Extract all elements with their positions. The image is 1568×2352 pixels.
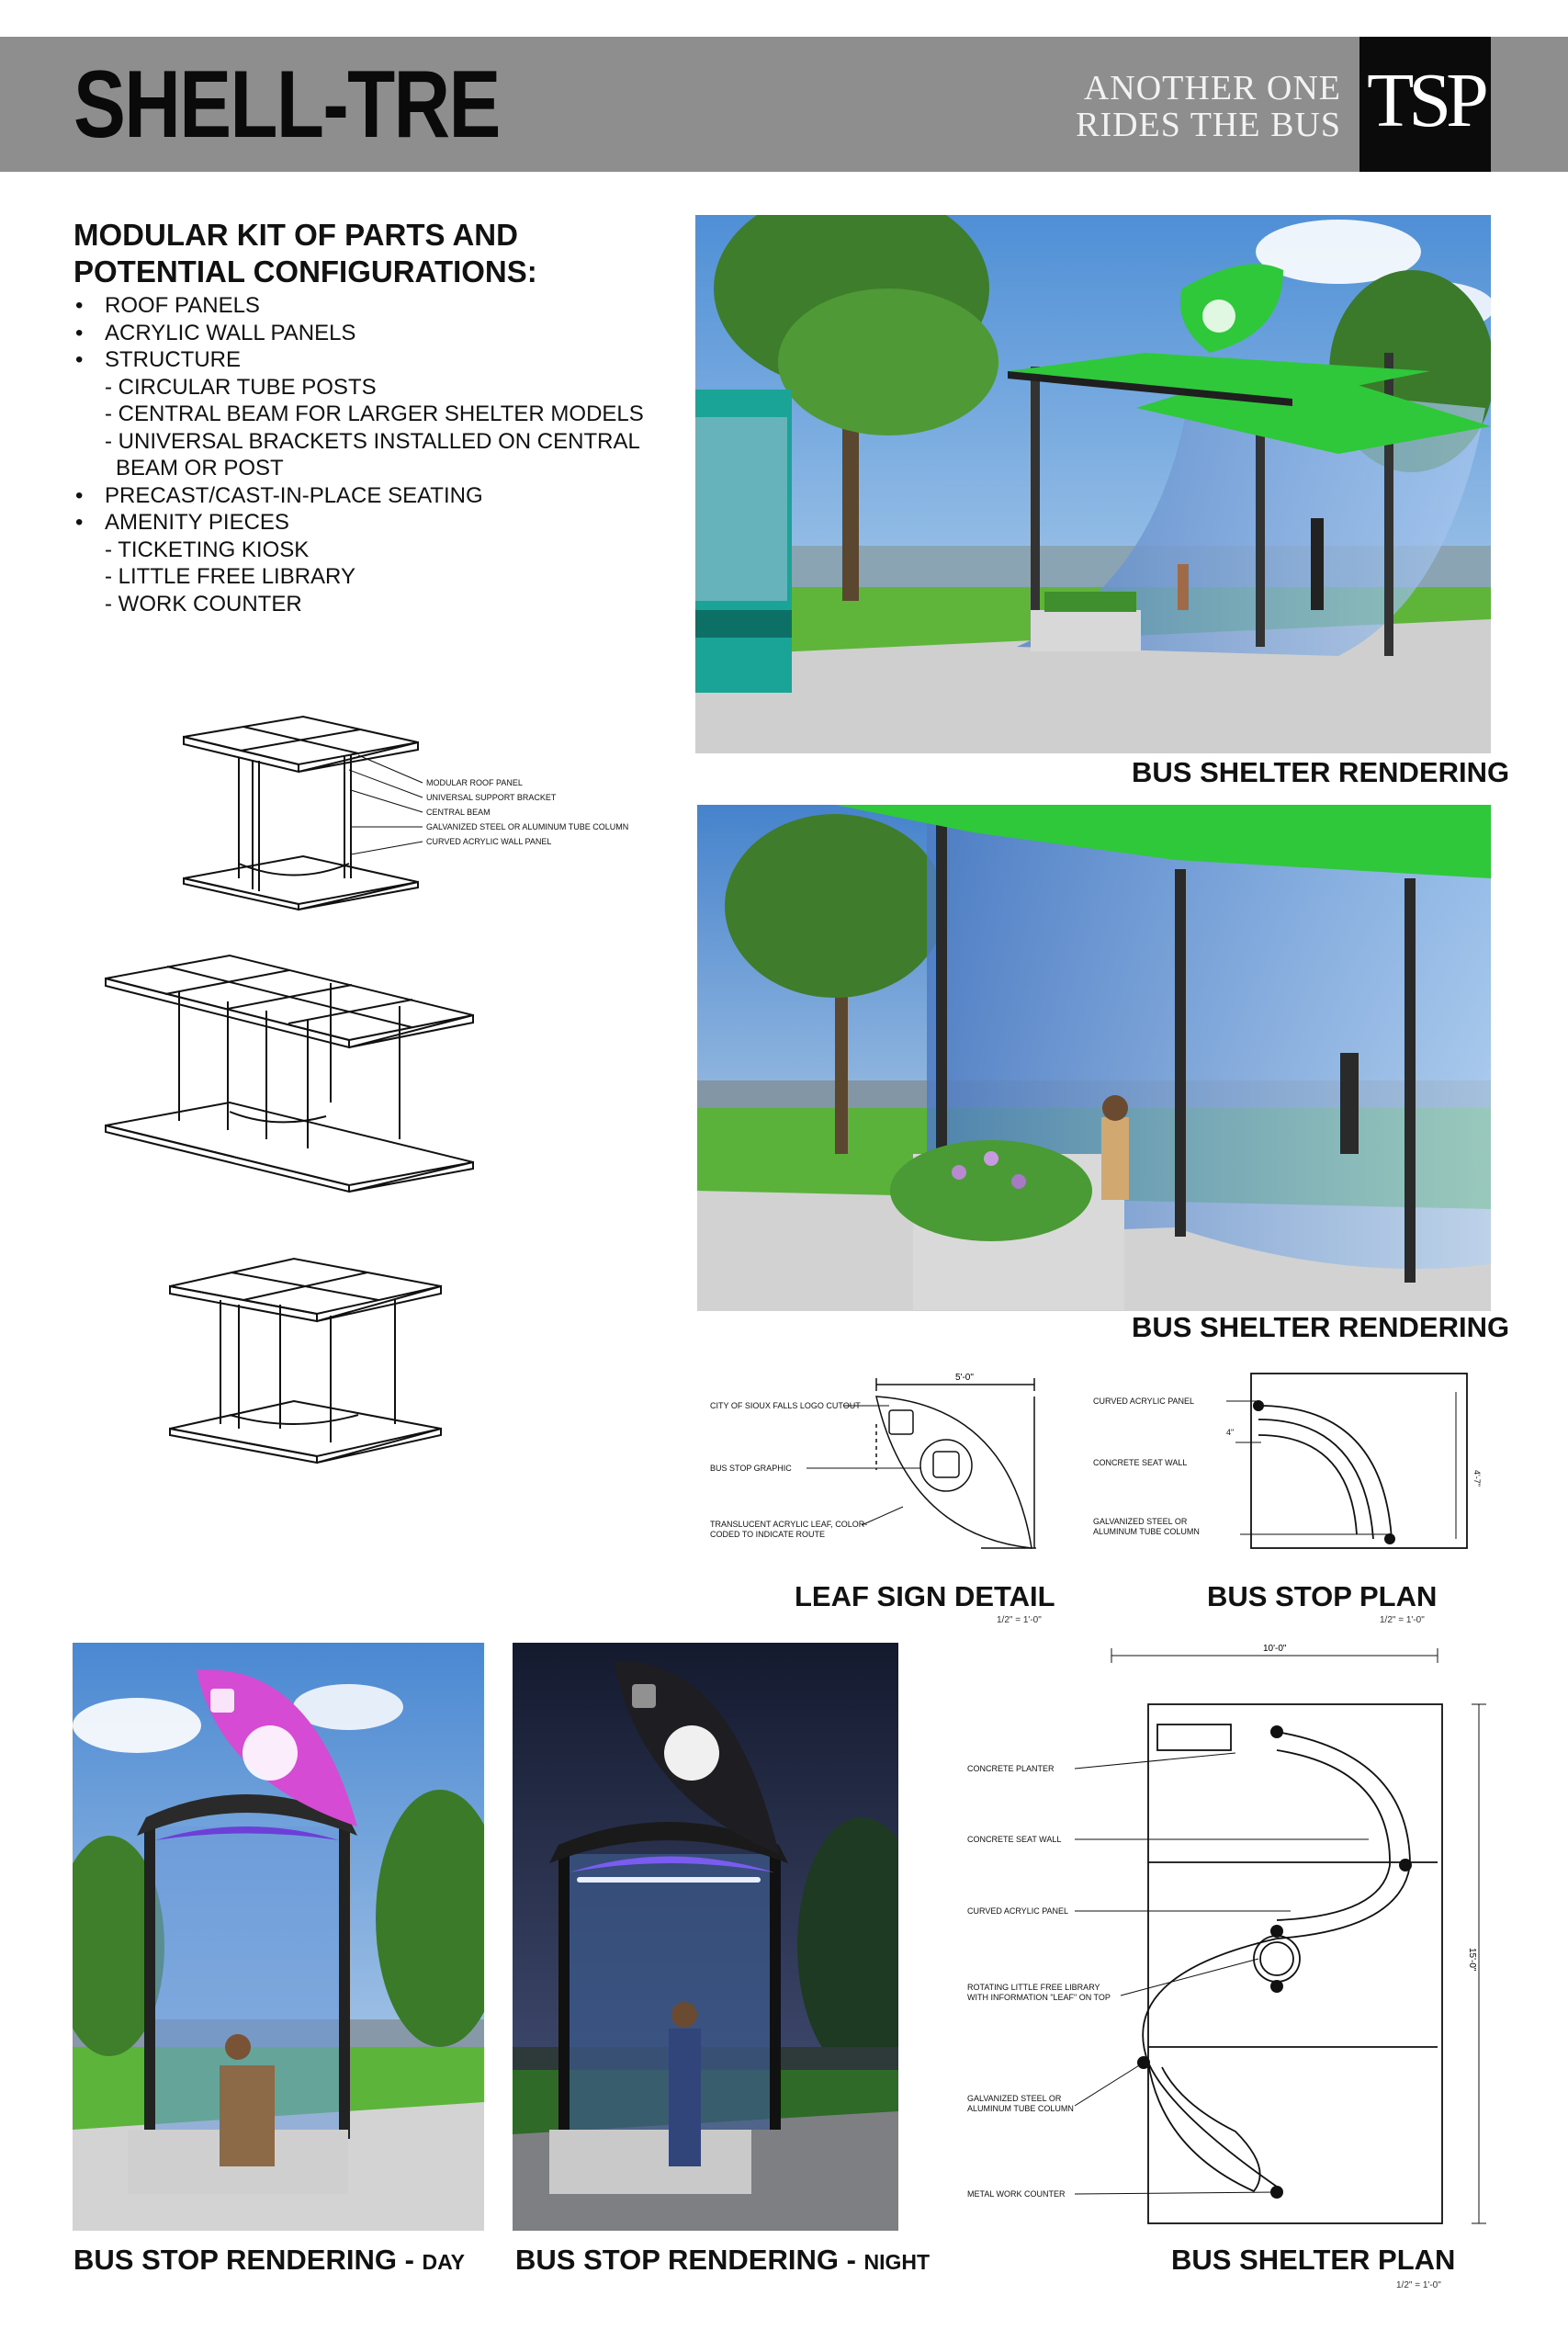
shelter-plan-dim-width: 10'-0": [1263, 1644, 1287, 1654]
kit-item-label: ROOF PANELS: [105, 293, 260, 318]
leaf-sign-detail-drawing: [705, 1369, 1045, 1571]
kit-heading: MODULAR KIT OF PARTS AND POTENTIAL CONFIGURATIONS:: [73, 218, 537, 288]
bus-stop-plan-drawing: [1089, 1369, 1493, 1562]
bus-shelter-rendering-2: [697, 805, 1491, 1311]
shelter-plan-label: CONCRETE SEAT WALL: [967, 1835, 1062, 1844]
shelter-plan-label: ROTATING LITTLE FREE LIBRARY: [967, 1983, 1100, 1992]
night-caption-small: NIGHT: [863, 2250, 931, 2274]
kit-label: GALVANIZED STEEL OR ALUMINUM TUBE COLUMN: [426, 822, 629, 831]
stop-plan-label: CURVED ACRYLIC PANEL: [1093, 1396, 1195, 1406]
day-caption-small: DAY: [422, 2250, 465, 2274]
kit-subitem: - UNIVERSAL BRACKETS INSTALLED ON CENTRAL: [105, 428, 640, 454]
kit-item-label: STRUCTURE: [105, 347, 241, 372]
large-module-sketch: [106, 956, 473, 1192]
kit-item-label: AMENITY PIECES: [105, 510, 289, 535]
stop-plan-dim-height: 4'-7": [1472, 1470, 1482, 1487]
bus-shelter-rendering-1: [695, 215, 1491, 753]
tsp-logo-text: TSP: [1367, 58, 1483, 143]
shelter-plan-label: CONCRETE PLANTER: [967, 1764, 1055, 1773]
kit-label: CURVED ACRYLIC WALL PANEL: [426, 837, 552, 846]
kit-label: UNIVERSAL SUPPORT BRACKET: [426, 793, 557, 802]
kit-label: MODULAR ROOF PANEL: [426, 778, 523, 787]
bus-shelter-plan-drawing: [960, 1635, 1493, 2242]
kit-subitem: - CENTRAL BEAM FOR LARGER SHELTER MODELS: [105, 401, 644, 426]
kit-subitem: - TICKETING KIOSK: [105, 537, 310, 562]
stop-plan-label: CONCRETE SEAT WALL: [1093, 1458, 1188, 1467]
stop-plan-dim-small: 4": [1226, 1428, 1235, 1437]
leaf-label: CODED TO INDICATE ROUTE: [710, 1530, 826, 1539]
bullet-icon: •: [75, 293, 84, 318]
bullet-icon: •: [75, 510, 84, 535]
shelter-plan-label: WITH INFORMATION "LEAF" ON TOP: [967, 1993, 1111, 2002]
shelter-plan-dim-height: 15'-0": [1467, 1948, 1477, 1972]
day-caption-main: BUS STOP RENDERING -: [73, 2244, 423, 2276]
single-module-sketch: [184, 717, 418, 910]
kit-subitem: - CIRCULAR TUBE POSTS: [105, 374, 377, 400]
tagline: [1056, 70, 1341, 143]
kit-subitem: - WORK COUNTER: [105, 591, 302, 616]
rendering-2-caption: BUS SHELTER RENDERING: [1132, 1311, 1510, 1343]
tagline-line-2: RIDES THE BUS: [1076, 106, 1341, 144]
night-caption-main: BUS STOP RENDERING -: [515, 2244, 864, 2276]
tagline-line-1: ANOTHER ONE: [1083, 69, 1341, 107]
kit-item: [73, 320, 661, 347]
kit-item: [73, 509, 661, 537]
night-rendering-caption: [515, 2245, 930, 2274]
bus-shelter-plan-caption: BUS SHELTER PLAN: [1171, 2244, 1456, 2276]
shelter-plan-scale: 1/2" = 1'-0": [1396, 2280, 1441, 2290]
rendering-1-caption: BUS SHELTER RENDERING: [1132, 756, 1510, 788]
leaf-sign-caption: LEAF SIGN DETAIL: [795, 1580, 1055, 1612]
kit-label: CENTRAL BEAM: [426, 808, 491, 817]
stop-plan-label: GALVANIZED STEEL OR: [1093, 1517, 1188, 1526]
shelter-plan-label: CURVED ACRYLIC PANEL: [967, 1906, 1069, 1916]
kit-list: [73, 292, 661, 617]
bullet-icon: •: [75, 482, 84, 508]
kit-item: [73, 292, 661, 320]
day-rendering-caption: [73, 2245, 465, 2274]
kit-subitem: BEAM OR POST: [116, 456, 284, 481]
kit-item: [73, 482, 661, 510]
leaf-dimension: 5'-0": [955, 1373, 974, 1383]
shelter-plan-label: GALVANIZED STEEL OR: [967, 2094, 1062, 2103]
stop-plan-label: ALUMINUM TUBE COLUMN: [1093, 1527, 1200, 1536]
double-module-sketch: [170, 1259, 441, 1463]
leaf-label: TRANSLUCENT ACRYLIC LEAF, COLOR-: [710, 1520, 868, 1529]
bus-stop-rendering-night: [513, 1643, 898, 2231]
page-title: SHELL-TRE: [73, 51, 500, 158]
kit-item-label: ACRYLIC WALL PANELS: [105, 320, 356, 345]
leaf-label: BUS STOP GRAPHIC: [710, 1464, 792, 1473]
bullet-icon: •: [75, 347, 84, 372]
shelter-plan-label: ALUMINUM TUBE COLUMN: [967, 2104, 1074, 2113]
kit-subitem: - LITTLE FREE LIBRARY: [105, 564, 355, 589]
kit-item: [73, 346, 661, 374]
leaf-scale: 1/2" = 1'-0": [997, 1615, 1042, 1625]
kit-of-parts-sketches: [92, 698, 661, 1479]
bullet-icon: •: [75, 320, 84, 345]
bus-stop-plan-caption: BUS STOP PLAN: [1207, 1580, 1438, 1612]
bus-stop-rendering-day: [73, 1643, 484, 2231]
leaf-label: CITY OF SIOUX FALLS LOGO CUTOUT: [710, 1401, 861, 1410]
tsp-logo: [1359, 37, 1491, 172]
kit-item-label: PRECAST/CAST-IN-PLACE SEATING: [105, 482, 483, 508]
stop-plan-scale: 1/2" = 1'-0": [1380, 1615, 1425, 1625]
shelter-plan-label: METAL WORK COUNTER: [967, 2189, 1066, 2199]
